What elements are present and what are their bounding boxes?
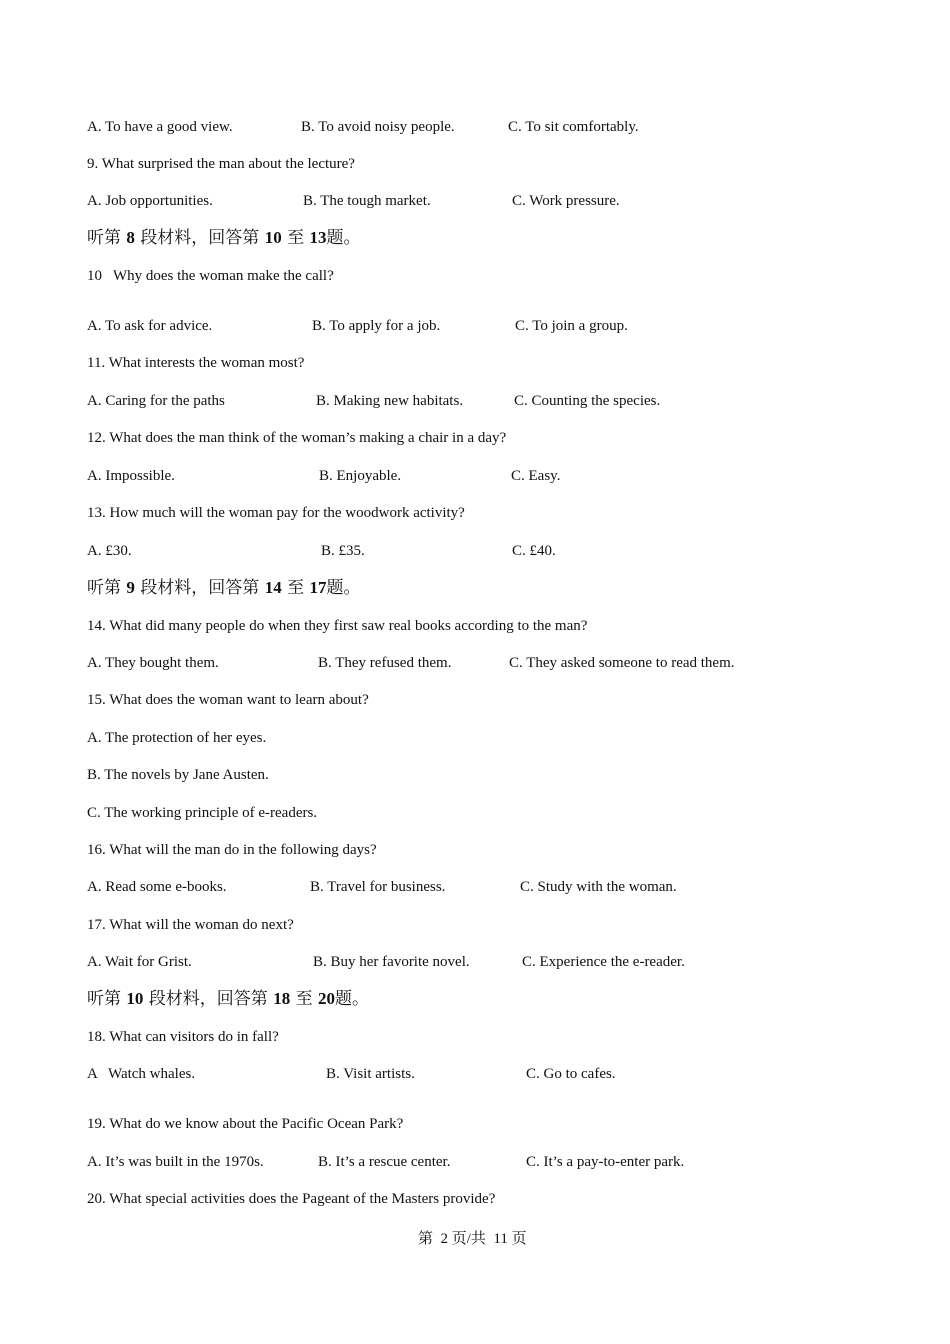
q14-option-b: B. They refused them.	[318, 655, 452, 671]
q15-option-c: C. The working principle of e-readers.	[87, 805, 318, 821]
q9-option-a: A. Job opportunities.	[87, 193, 213, 209]
q14-question: 14. What did many people do when they first saw real books according to the man?	[87, 618, 588, 634]
q15-option-a: A. The protection of her eyes.	[87, 730, 267, 746]
q19-option-a: A. It’s was built in the 1970s.	[87, 1154, 264, 1170]
section-8-from: 10	[264, 228, 282, 247]
section-8-prefix: 听第	[87, 228, 121, 248]
q11-option-b: B. Making new habitats.	[316, 393, 464, 409]
section-8-to-word: 至	[287, 228, 305, 248]
q11-question: 11. What interests the woman most?	[87, 355, 305, 371]
section-9-prefix: 听第	[87, 578, 121, 598]
section-8-number: 8	[126, 228, 135, 247]
q17-option-b: B. Buy her favorite novel.	[313, 954, 470, 970]
q10-option-b: B. To apply for a job.	[312, 318, 441, 334]
q15-question: 15. What does the woman want to learn about?	[87, 692, 369, 708]
q10-option-c: C. To join a group.	[515, 318, 628, 334]
section-9-header	[87, 577, 361, 599]
q12-question: 12. What does the man think of the woman’s making a chair in a day?	[87, 430, 507, 446]
q8-option-b: B. To avoid noisy people.	[301, 119, 455, 135]
section-8-mid: 段材料，回答第	[140, 228, 260, 248]
q8-option-a: A. To have a good view.	[87, 119, 233, 135]
q12-option-b: B. Enjoyable.	[319, 468, 402, 484]
section-9-suffix: 题。	[326, 578, 361, 598]
q9-option-c: C. Work pressure.	[512, 193, 620, 209]
section-10-to-word: 至	[295, 989, 313, 1009]
section-9-to: 17	[309, 578, 327, 597]
q14-option-c: C. They asked someone to read them.	[509, 655, 735, 671]
section-9-number: 9	[126, 578, 135, 597]
section-9-mid: 段材料，回答第	[140, 578, 260, 598]
section-10-number: 10	[126, 989, 144, 1008]
q12-option-c: C. Easy.	[511, 468, 561, 484]
q15-option-b: B. The novels by Jane Austen.	[87, 767, 269, 783]
section-10-suffix: 题。	[335, 989, 370, 1009]
q17-option-a: A. Wait for Grist.	[87, 954, 192, 970]
section-8-suffix: 题。	[326, 228, 361, 248]
section-8-header	[87, 227, 361, 249]
q9-question: 9. What surprised the man about the lecture?	[87, 156, 355, 172]
q10-question: 10 Why does the woman make the call?	[87, 268, 334, 284]
q14-option-a: A. They bought them.	[87, 655, 219, 671]
q18-option-a: A Watch whales.	[87, 1066, 196, 1082]
q13-option-c: C. £40.	[512, 543, 556, 559]
q8-option-c: C. To sit comfortably.	[508, 119, 639, 135]
section-10-header	[87, 988, 369, 1010]
section-10-prefix: 听第	[87, 989, 121, 1009]
q13-question: 13. How much will the woman pay for the woodwork activity?	[87, 505, 465, 521]
q16-option-b: B. Travel for business.	[310, 879, 446, 895]
section-10-to: 20	[318, 989, 336, 1008]
q19-option-b: B. It’s a rescue center.	[318, 1154, 451, 1170]
q16-question: 16. What will the man do in the following days?	[87, 842, 377, 858]
section-10-from: 18	[273, 989, 291, 1008]
q19-option-c: C. It’s a pay-to-enter park.	[526, 1154, 685, 1170]
q19-question: 19. What do we know about the Pacific Ocean Park?	[87, 1116, 404, 1132]
q18-question: 18. What can visitors do in fall?	[87, 1029, 279, 1045]
section-8-to: 13	[309, 228, 327, 247]
q18-option-c: C. Go to cafes.	[526, 1066, 616, 1082]
q10-option-a: A. To ask for advice.	[87, 318, 213, 334]
q20-question: 20. What special activities does the Pageant of the Masters provide?	[87, 1191, 496, 1207]
page-number: 第 2 页/共 11 页	[418, 1231, 527, 1247]
q13-option-b: B. £35.	[321, 543, 365, 559]
q11-option-a: A. Caring for the paths	[87, 393, 225, 409]
section-9-to-word: 至	[287, 578, 305, 598]
q9-option-b: B. The tough market.	[303, 193, 431, 209]
q17-question: 17. What will the woman do next?	[87, 917, 294, 933]
section-9-from: 14	[264, 578, 282, 597]
section-10-mid: 段材料，回答第	[148, 989, 268, 1009]
q16-option-a: A. Read some e-books.	[87, 879, 227, 895]
q18-option-b: B. Visit artists.	[326, 1066, 415, 1082]
q12-option-a: A. Impossible.	[87, 468, 175, 484]
q16-option-c: C. Study with the woman.	[520, 879, 677, 895]
q13-option-a: A. £30.	[87, 543, 132, 559]
q17-option-c: C. Experience the e-reader.	[522, 954, 685, 970]
q11-option-c: C. Counting the species.	[514, 393, 661, 409]
